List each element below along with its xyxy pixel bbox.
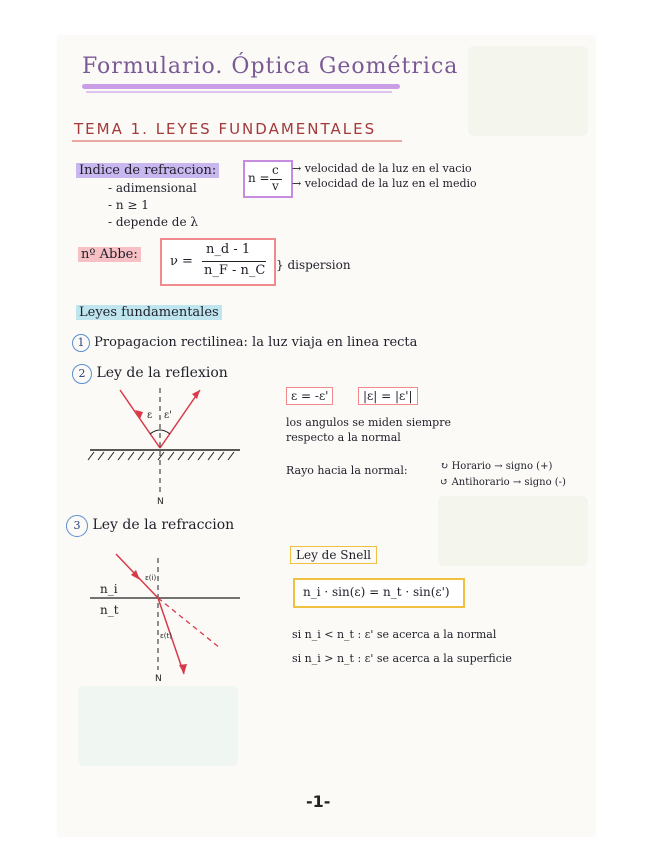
snell-formula: n_i · sin(ε) = n_t · sin(ε') [303, 585, 450, 599]
rayo-label: Rayo hacia la normal: [286, 464, 408, 477]
sign-antihorario [440, 477, 566, 488]
indice-formula-den: v [272, 179, 279, 193]
indice-label [76, 163, 219, 178]
diagram-ni-label: n_i [100, 582, 118, 596]
diagram-nt-label: n_t [100, 603, 119, 617]
abbe-den: n_F - n_C [204, 263, 266, 278]
bleed-through [78, 686, 238, 766]
abbe-num: n_d - 1 [206, 242, 251, 257]
diagram-epsilon-label: ε(i) [145, 574, 157, 582]
leyes-label [76, 305, 222, 320]
abbe-label-text: nº Abbe: [78, 247, 141, 262]
indice-arrow-c: → velocidad de la luz en el vacio [292, 162, 472, 175]
indice-bullet: - n ≥ 1 [108, 198, 149, 212]
indice-formula-lhs: n = [248, 171, 270, 185]
snell-formula-box [293, 578, 465, 608]
reflection-note: los angulos se miden siempre [286, 416, 451, 429]
title-underline [82, 84, 400, 89]
counterclockwise-icon: ↺ [440, 477, 449, 488]
reflection-diagram [80, 380, 260, 510]
bleed-through [468, 46, 588, 136]
law3-number: 3 [66, 515, 88, 537]
diagram-epsilon-label: ε [147, 410, 153, 421]
reflected-arrowhead [192, 390, 200, 399]
refraction-condition: si n_i > n_t : ε' se acerca a la superficie [292, 652, 512, 665]
horario-text: Horario → signo (+) [451, 461, 553, 472]
abbe-formula-box [160, 238, 276, 286]
leyes-label-text: Leyes fundamentales [76, 305, 222, 320]
indice-bullets [108, 180, 198, 231]
law3-title: Ley de la refraccion [92, 517, 235, 533]
section-underline [72, 140, 402, 142]
law1-text: Propagacion rectilinea: la luz viaja en linea recta [94, 335, 418, 350]
abbe-note: } dispersion [276, 258, 351, 272]
page-number: -1- [306, 792, 331, 811]
section-heading: TEMA 1. LEYES FUNDAMENTALES [74, 120, 377, 138]
clockwise-icon: ↻ [440, 461, 449, 472]
indice-label-text: Indice de refraccion: [76, 163, 219, 178]
sign-horario [440, 461, 552, 472]
refraction-condition: si n_i < n_t : ε' se acerca a la normal [292, 628, 497, 641]
diagram-normal-label: N [157, 497, 164, 507]
law2-number: 2 [72, 364, 92, 384]
law1-number: 1 [72, 334, 90, 352]
diagram-epsilon-prime-label: ε(t) [160, 632, 172, 640]
indice-bullet: - adimensional [108, 181, 197, 195]
snell-label [290, 548, 377, 562]
indice-formula-num: c [272, 163, 279, 177]
law2-title: Ley de la reflexion [96, 365, 228, 381]
abbe-label [78, 247, 141, 262]
antihorario-text: Antihorario → signo (-) [451, 477, 566, 488]
page-title: Formulario. Óptica Geométrica [82, 54, 459, 79]
title-underline [86, 91, 392, 93]
surface-hatching [88, 452, 234, 460]
indice-bullet: - depende de λ [108, 215, 198, 229]
reflection-eq-abs: |ε| = |ε'| [358, 387, 418, 405]
reflection-note: respecto a la normal [286, 431, 401, 444]
diagram-normal-label: N [155, 674, 162, 684]
snell-label-text: Ley de Snell [290, 546, 377, 564]
law3-heading [66, 515, 234, 537]
indice-formula-box [243, 160, 293, 198]
diagram-epsilon-prime-label: ε' [164, 410, 172, 421]
indice-arrow-v: → velocidad de la luz en el medio [292, 177, 477, 190]
reflection-eq-signed: ε = -ε' [286, 387, 333, 405]
law1 [72, 334, 417, 352]
fraction-bar [202, 261, 266, 262]
refraction-diagram [90, 548, 250, 688]
bleed-through [438, 496, 588, 566]
abbe-lhs: ν = [170, 254, 193, 269]
